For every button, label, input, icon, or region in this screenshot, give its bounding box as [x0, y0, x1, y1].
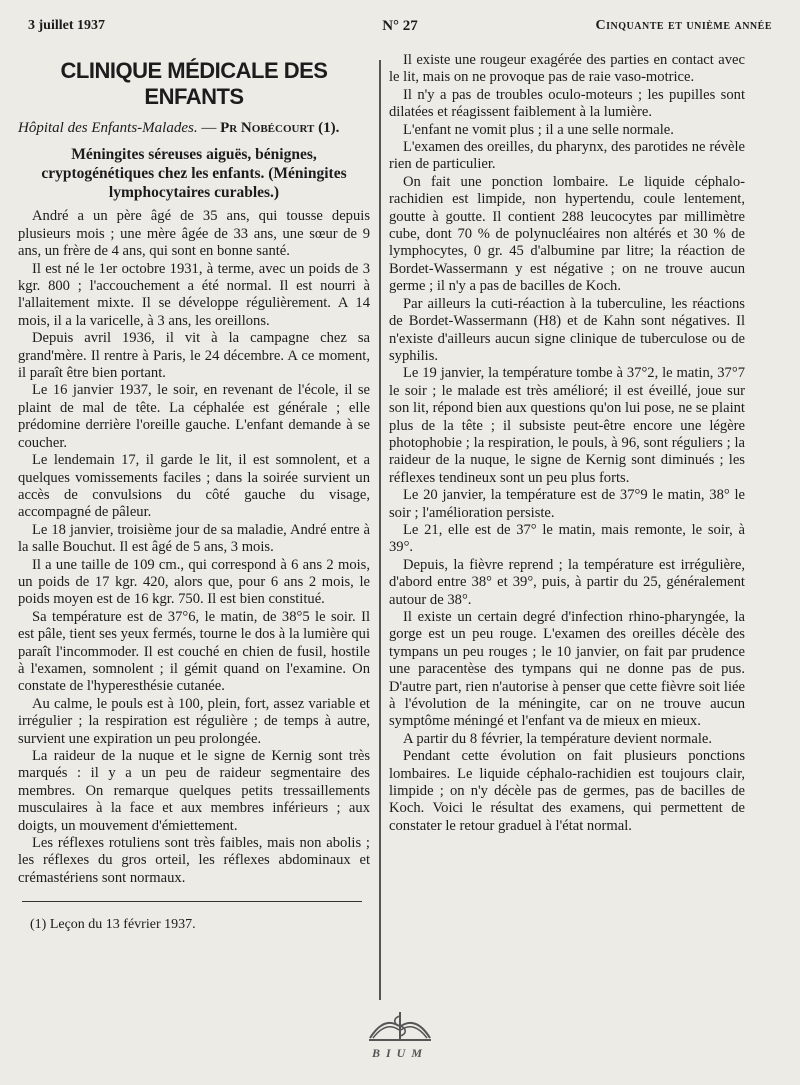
- paragraph: Par ailleurs la cuti-réaction à la tuberculine, les réactions de Bordet-Wassermann (H8) et de Kahn sont négatives. Il n'existe d'ailleurs aucun signe clinique de tuberculose ou de syphilis.: [389, 295, 745, 364]
- bium-logo-text: BIUM: [371, 1046, 428, 1060]
- issue-year: Cinquante et unième année: [595, 18, 772, 33]
- paragraph: Les réflexes rotuliens sont très faibles, mais non abolis ; les réflexes du gros orteil, les réflexes abdominaux et crémastériens sont normaux.: [18, 835, 370, 886]
- paragraph: Le 18 janvier, troisième jour de sa maladie, André entre à la salle Bouchut. Il est âgé de 5 ans, 3 mois.: [18, 521, 370, 556]
- footnote-rule: [22, 901, 362, 902]
- paragraph: Il existe un certain degré d'infection rhino-pharyngée, la gorge est un peu rouge. L'examen des oreilles décèle des tympans un peu rouges ; le 10 janvier, on fait par prudence une paracentèse des tympans qui ne donne pas de pus. D'autre part, rien n'autorise à penser que cette fièvre soit liée à l'évolution de la méningite, car on ne trouve aucun symptôme méningé et l'enfant va de mieux en mieux.: [389, 609, 745, 730]
- bium-logo-icon: [365, 1008, 435, 1044]
- paragraph: Au calme, le pouls est à 100, plein, fort, assez variable et irrégulier ; la respiration est régulière ; de temps à autre, survient une expiration un peu prolongée.: [18, 695, 370, 747]
- hospital-name: Hôpital des Enfants-Malades.: [18, 120, 198, 136]
- right-column: [389, 52, 745, 835]
- footnote: (1) Leçon du 13 février 1937.: [30, 917, 196, 933]
- paragraph: Il a une taille de 109 cm., qui correspond à 6 ans 2 mois, un poids de 17 kgr. 420, alors que, pour 6 ans 2 mois, le poids moyen est de 16 kgr. 750. Il est bien constitué.: [18, 556, 370, 608]
- issue-date: 3 juillet 1937: [28, 18, 105, 33]
- paragraph: Le 19 janvier, la température tombe à 37°2, le matin, 37°7 le soir ; le malade est très amélioré; il est éveillé, joue sur son lit, répond bien aux questions qu'on lui pose, ne se plaint plus de la tête ; il subsiste peut-être encore une légère photophobie ; la respiration, le pouls, à 96, sont réguliers ; la raideur de la nuque, le signe de Kernig sont diminués ; les réflexes tendineux sont un peu plus forts.: [389, 365, 745, 486]
- paragraph: Il est né le 1er octobre 1931, à terme, avec un poids de 3 kgr. 800 ; l'accouchement a été normal. Il est nourri à l'allaitement mixte. Il se développe régulièrement. A 14 mois, il a la varicelle, à 3 ans, les oreillons.: [18, 260, 370, 329]
- page-header: [28, 14, 772, 36]
- paragraph: Le lendemain 17, il garde le lit, il est somnolent, et a quelques vomissements faciles ; dans la soirée survient un accès de convulsions du côté gauche du visage, accompagné de pâleur.: [18, 452, 370, 521]
- hospital-dash: —: [197, 120, 221, 136]
- bium-logo: [355, 1008, 445, 1063]
- paragraph: Le 21, elle est de 37° le matin, mais remonte, le soir, à 39°.: [389, 521, 745, 556]
- paragraph: L'enfant ne vomit plus ; il a une selle normale.: [403, 121, 674, 138]
- paragraph: Le 20 janvier, la température est de 37°9 le matin, 38° le soir ; l'amélioration persiste.: [389, 487, 745, 521]
- paragraph: On fait une ponction lombaire. Le liquide céphalo-rachidien est limpide, non hypertendu, coule lentement, goutte à goutte. Il contient 288 leucocytes par millimètre cube, dont 70 % de polynucléaires non altérés et 30 % de lymphocytes, 0 gr. 45 d'albumine par litre; la réaction de Bordet-Wassermann y est négative ; on ne trouve aucun germe ; il n'y a pas de bacilles de Koch.: [389, 173, 745, 295]
- paragraph: André a un père âgé de 35 ans, qui tousse depuis plusieurs mois ; une mère âgée de 33 ans, une sœur de 9 ans, un frère de 4 ans, qui sont en bonne santé.: [18, 208, 370, 260]
- paragraph: L'examen des oreilles, du pharynx, des parotides ne révèle rien de particulier.: [389, 139, 745, 173]
- paragraph: Pendant cette évolution on fait plusieurs ponctions lombaires. Le liquide céphalo-rachidien est toujours clair, limpide ; on n'y décèle pas de germes, pas de bacilles de Koch. Voici le résultat des examens, qui permettent de constater le retour graduel à l'état normal.: [389, 748, 745, 834]
- paragraph: Sa température est de 37°6, le matin, de 38°5 le soir. Il est pâle, tient ses yeux fermés, tourne le dos à la lumière qui paraît l'incommoder. Il est couché en chien de fusil, hostile à l'examen, somnolent ; il gémit quand on l'examine. On constate de l'hyperesthésie cutanée.: [18, 608, 370, 695]
- paragraph: Il existe une rougeur exagérée des parties en contact avec le lit, mais on ne provoque pas de raie vaso-motrice.: [389, 52, 745, 86]
- paragraph: La raideur de la nuque et le signe de Kernig sont très marqués : il y a un peu de raideur segmentaire des membres. On remarque quelques petits tressaillements musculaires à la face et aux membres inférieurs ; aux doigts, un mouvement d'émiettement.: [18, 748, 370, 834]
- left-column: [18, 52, 370, 934]
- professor-name: Pr Nobécourt (1).: [220, 120, 340, 136]
- article-title: Méningites séreuses aiguës, bénignes, cryptogénétiques chez les enfants. (Méningites lymphocytaires curables.): [41, 146, 347, 202]
- issue-number: N° 27: [382, 18, 418, 34]
- left-paragraphs: [18, 208, 370, 887]
- paragraph: Il n'y a pas de troubles oculo-moteurs ; les pupilles sont dilatées et réagissent faiblement à la lumière.: [389, 86, 745, 121]
- column-rule: [379, 60, 381, 1000]
- paragraph: A partir du 8 février, la température devient normale.: [403, 730, 712, 747]
- paragraph: Le 16 janvier 1937, le soir, en revenant de l'école, il se plaint de mal de tête. La céphalée est générale ; elle prédomine derrière l'oreille gauche. L'enfant demande à se coucher.: [18, 382, 370, 451]
- section-title: CLINIQUE MÉDICALE DES ENFANTS: [60, 58, 328, 109]
- hospital-line: [18, 120, 370, 137]
- paragraph: Depuis, la fièvre reprend ; la température est irrégulière, d'abord entre 38° et 39°, puis, à partir du 25, généralement autour de 38°.: [389, 556, 745, 608]
- right-paragraphs: [389, 52, 745, 835]
- paragraph: Depuis avril 1936, il vit à la campagne chez sa grand'mère. Il rentre à Paris, le 24 décembre. A ce moment, il paraît être bien portant.: [18, 330, 370, 382]
